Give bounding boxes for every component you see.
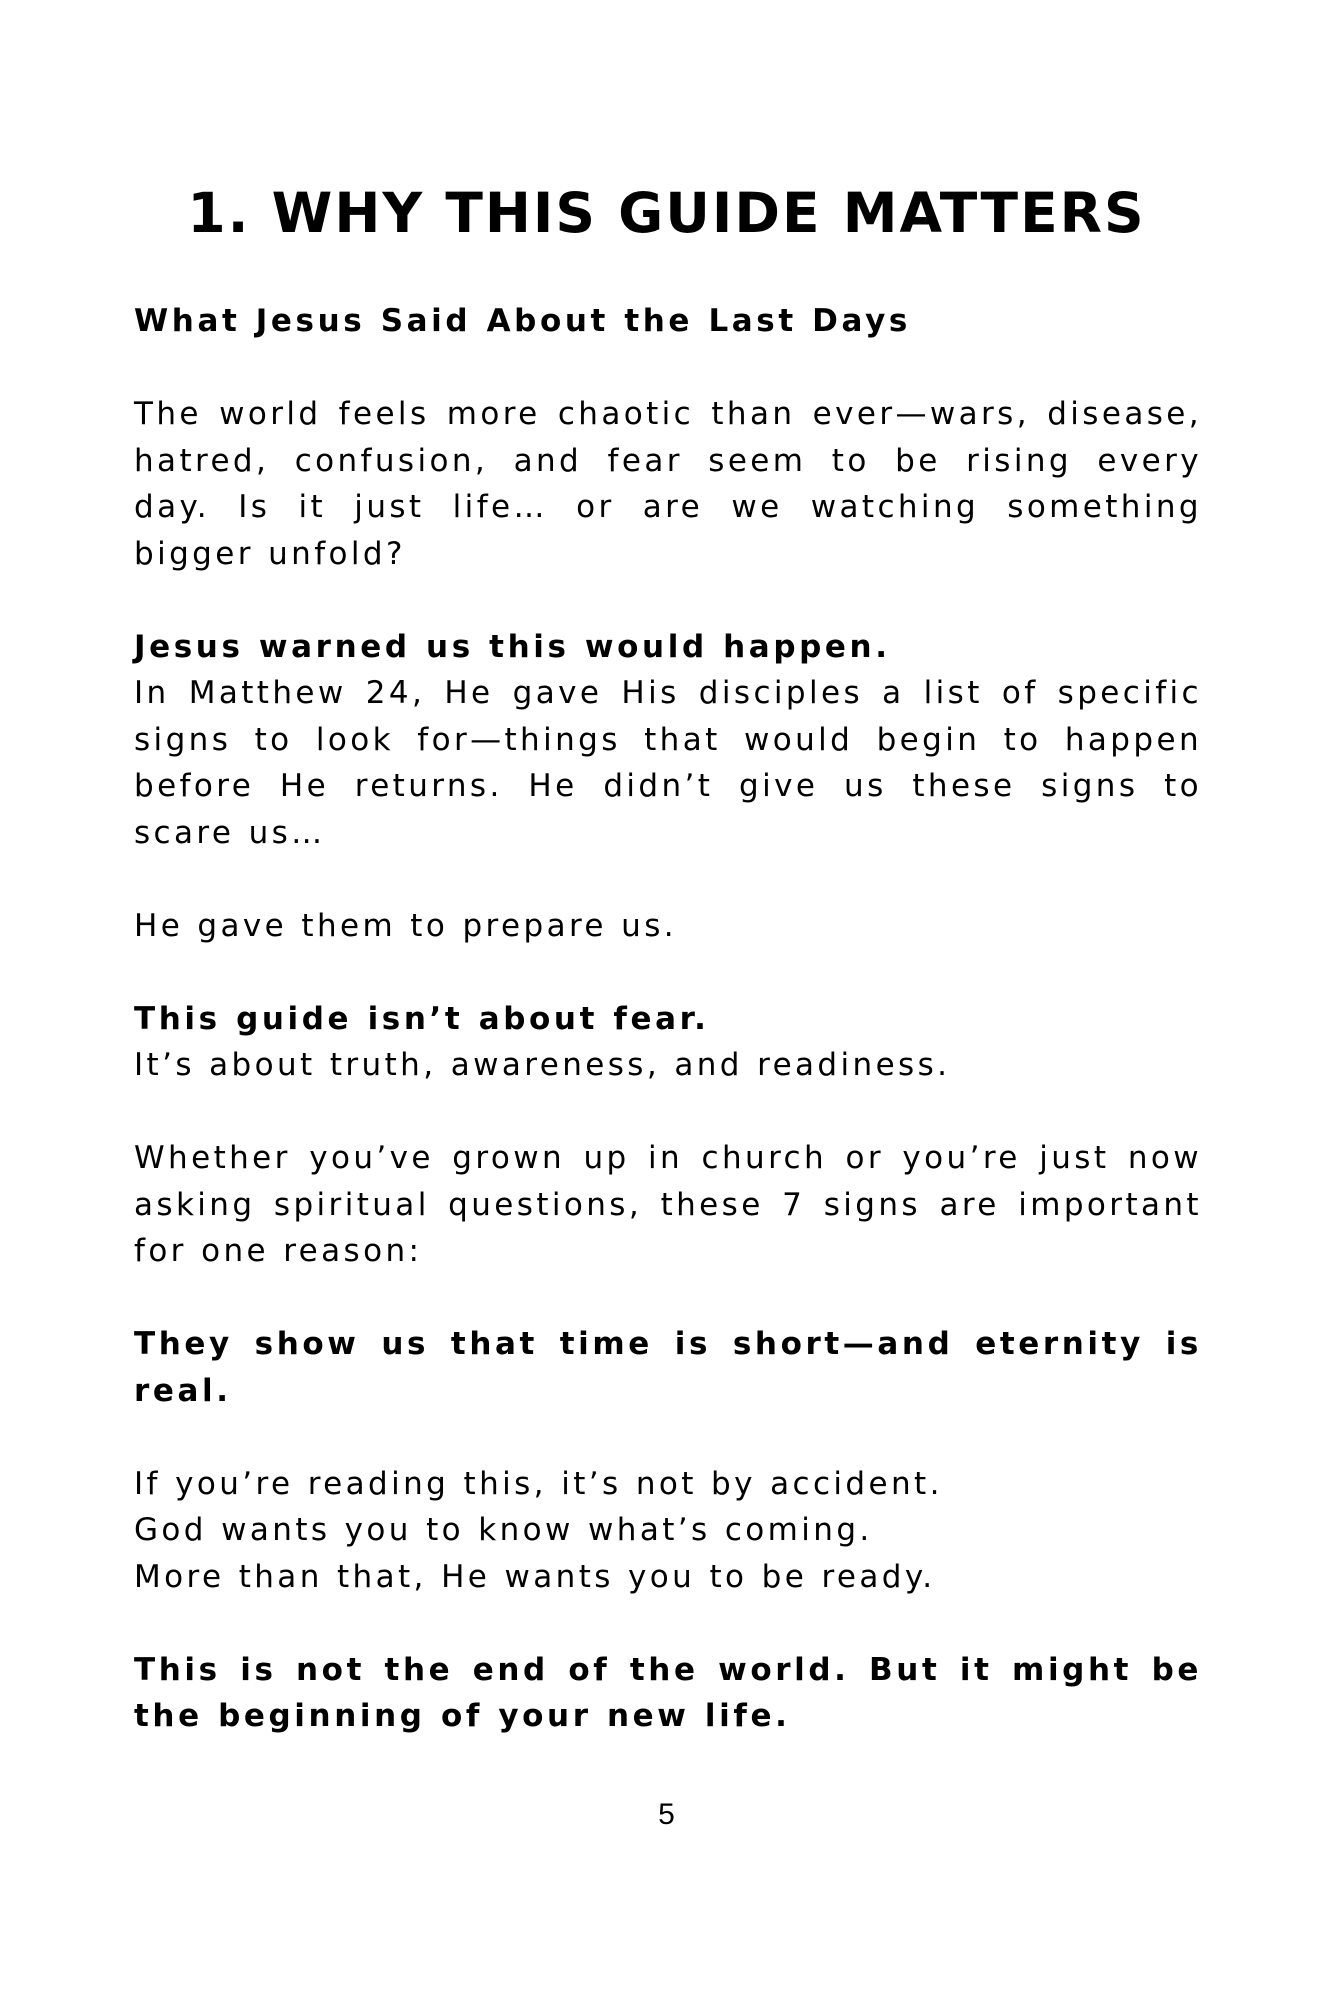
section-subtitle: What Jesus Said About the Last Days <box>134 303 911 339</box>
page-number: 5 <box>658 1798 675 1831</box>
paragraph-world-chaos: The world feels more chaotic than ever—wars, disease, hatred, confusion, and fear seem to be rising every day. Is it just life… or are we watching something bigger unfold? <box>134 396 1202 572</box>
paragraph-prepare-us: He gave them to prepare us. <box>134 907 678 944</box>
paragraph-matthew-24: In Matthew 24, He gave His disciples a list of specific signs to look for—things that would begin to happen before He returns. He didn’t give us these signs to scare us… <box>134 675 1202 851</box>
line-be-ready: More than that, He wants you to be ready. <box>134 1558 936 1595</box>
paragraph-seven-signs: Whether you’ve grown up in church or you’re just now asking spiritual questions, these 7 signs are important for one reason: <box>134 1140 1202 1269</box>
bold-line-jesus-warned: Jesus warned us this would happen. <box>134 628 891 665</box>
bold-line-new-life: This is not the end of the world. But it might be the beginning of your new life. <box>134 1651 1202 1734</box>
bold-line-time-is-short: They show us that time is short—and eternity is real. <box>134 1326 1202 1409</box>
document-body <box>134 298 1202 1740</box>
paragraph-truth-awareness: It’s about truth, awareness, and readiness. <box>134 1047 951 1083</box>
line-whats-coming: God wants you to know what’s coming. <box>134 1512 873 1548</box>
bold-line-not-about-fear: This guide isn’t about fear. <box>134 1000 710 1037</box>
page-title: 1. WHY THIS GUIDE MATTERS <box>187 181 1146 245</box>
line-not-by-accident: If you’re reading this, it’s not by accident. <box>134 1465 943 1502</box>
